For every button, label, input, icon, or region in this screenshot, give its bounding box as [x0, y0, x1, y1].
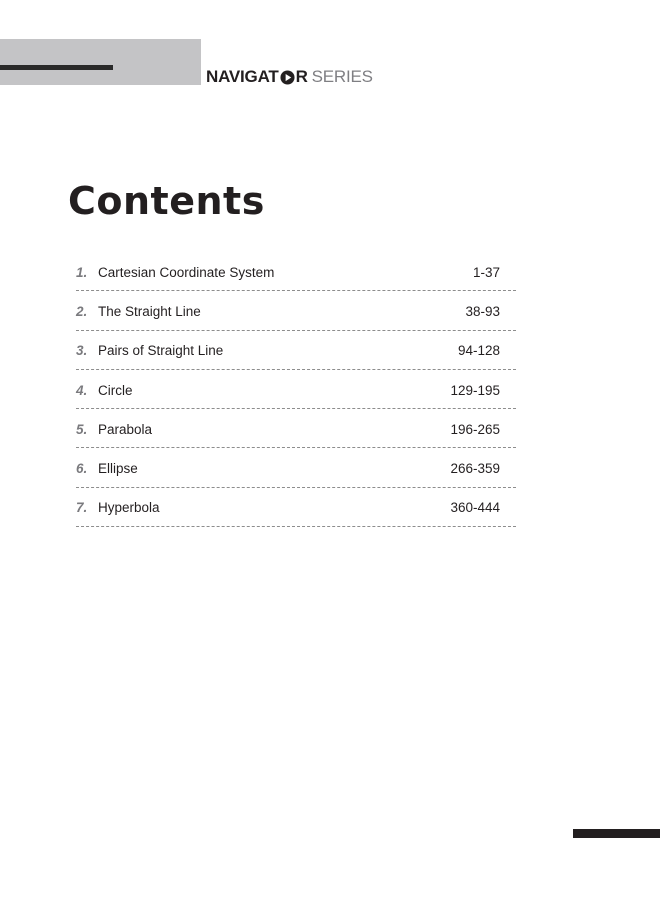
page-title: Contents — [68, 179, 265, 223]
toc-chapter-title: Pairs of Straight Line — [98, 343, 224, 359]
toc-row[interactable] — [76, 409, 516, 448]
toc-chapter-title: Hyperbola — [98, 500, 160, 516]
footer-bar — [573, 829, 660, 838]
toc-number: 1. — [76, 264, 88, 280]
toc-chapter-title: Parabola — [98, 421, 153, 437]
table-of-contents — [76, 252, 516, 527]
header-band — [0, 39, 201, 85]
toc-row[interactable] — [76, 488, 516, 527]
play-circle-icon — [280, 70, 295, 85]
toc-row[interactable] — [76, 370, 516, 409]
toc-chapter-title: Ellipse — [98, 461, 138, 477]
toc-number: 3. — [76, 343, 88, 359]
header-rule — [0, 65, 113, 70]
toc-row[interactable] — [76, 291, 516, 330]
toc-number: 4. — [76, 382, 88, 398]
toc-page-range: 196-265 — [450, 421, 500, 437]
toc-page-range: 266-359 — [450, 461, 500, 477]
brand-text-strong-a: NAVIGAT — [206, 67, 279, 86]
toc-chapter-title: Cartesian Coordinate System — [98, 264, 275, 280]
toc-page-range: 38-93 — [465, 303, 500, 319]
brand-text-strong-b: R — [295, 67, 308, 86]
toc-number: 6. — [76, 461, 88, 477]
toc-number: 5. — [76, 421, 88, 437]
series-brand — [206, 67, 373, 87]
toc-page-range: 94-128 — [457, 343, 500, 359]
toc-page-range: 1-37 — [472, 264, 500, 280]
toc-chapter-title: The Straight Line — [98, 303, 201, 319]
toc-number: 2. — [76, 303, 88, 319]
toc-row[interactable] — [76, 331, 516, 370]
toc-number: 7. — [76, 500, 88, 516]
toc-page-range: 129-195 — [450, 382, 500, 398]
brand-text-series: SERIES — [311, 67, 373, 86]
toc-row[interactable] — [76, 448, 516, 487]
toc-page-range: 360-444 — [450, 500, 500, 516]
toc-chapter-title: Circle — [98, 382, 133, 398]
toc-row[interactable] — [76, 252, 516, 291]
